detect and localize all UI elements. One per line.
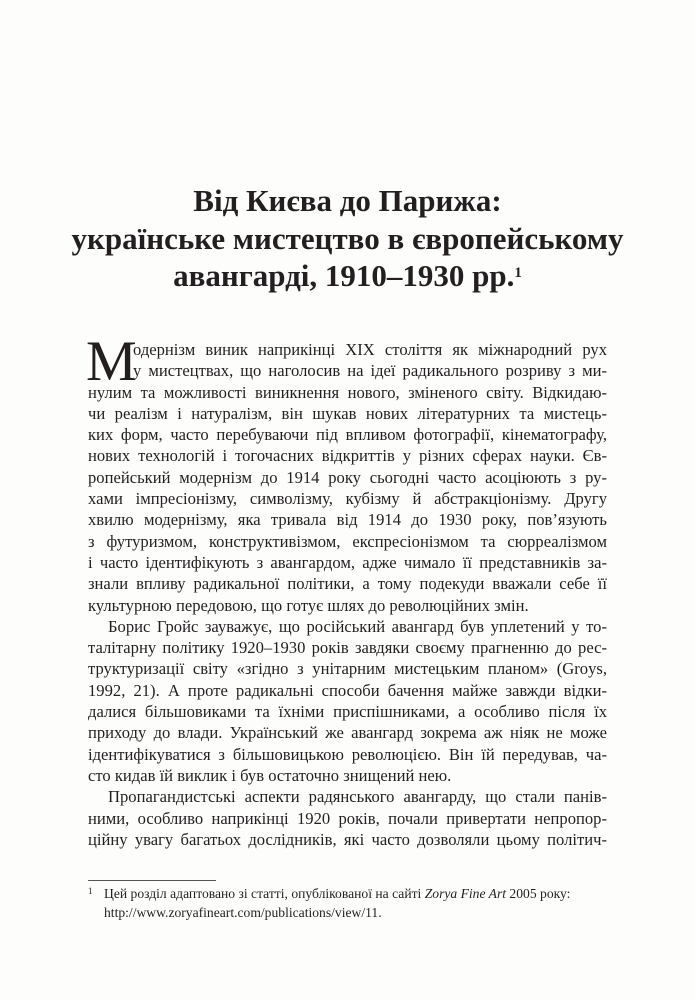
text-line: ких форм, часто перебуваючи під впливом фотографії, кінематографу,: [88, 425, 607, 445]
text-line: чи реалізм і натуралізм, він шукав нових літературних та мистець-: [88, 403, 607, 423]
footnote: [88, 884, 607, 922]
footnote-number: 1: [88, 886, 93, 896]
text-line: хвилю модернізму, яка тривала від 1914 до 1930 року, пов’язують: [88, 510, 607, 530]
text-line: нулим та можливості виникнення нового, зміненого світу. Відкидаю-: [88, 382, 607, 402]
text-line: сто кидав їй виклик і був остаточно знищений нею.: [88, 765, 452, 785]
chapter-title: [0, 182, 695, 295]
title-line: Від Києва до Парижа:: [193, 183, 502, 218]
footnote-line: Цей розділ адаптовано зі статті, опублікованої на сайті Zorya Fine Art 2005 року:: [104, 886, 571, 901]
text-line: ними, особливо наприкінці 1920 років, почали привертати непропор-: [88, 808, 607, 828]
text-line: ідентифікуватися з більшовицькою революцією. Він їй передував, ча-: [88, 744, 607, 764]
footnote-ref[interactable]: 1: [514, 265, 522, 281]
text-line: культурною передовою, що готує шлях до революційних змін.: [88, 595, 529, 615]
text-line: ційну увагу багатьох дослідників, які часто дозволяли цьому політич-: [88, 829, 607, 849]
text-line: приходу до влади. Український же авангард зокрема аж ніяк не може: [88, 723, 607, 743]
drop-cap: М: [86, 330, 137, 393]
text-line: 1992, 21). А проте радикальні способи бачення майже завжди відки-: [88, 680, 607, 700]
footnote-url[interactable]: http://www.zoryafineart.com/publications/view/11.: [104, 905, 382, 920]
text-line: нових технологій і тогочасних відкриттів у різних сферах науки. Єв-: [88, 446, 607, 466]
title-line: авангарді, 1910–1930 рр.$^1$: [173, 258, 522, 293]
body-text: [86, 330, 607, 850]
text-line: з футуризмом, конструктивізмом, експресіонізмом та сюрреалізмом: [88, 531, 607, 551]
text-line: Борис Гройс зауважує, що російський авангард був уплетений у то-: [108, 616, 607, 636]
text-line: одернізм виник наприкінці XIX століття як міжнародний рух: [133, 340, 607, 359]
text-line: знали впливу радикальної політики, а тому подекуди вважали себе її: [88, 574, 607, 594]
footnote-divider: [88, 880, 216, 881]
text-line: хами імпресіонізму, символізму, кубізму й абстракціонізму. Другу: [88, 489, 607, 509]
text-line: далися більшовиками та їхніми приспішниками, а особливо після їх: [88, 702, 607, 722]
text-line: у мистецтвах, що наголосив на ідеї радикального розриву з ми-: [133, 361, 607, 381]
text-line: Пропагандистські аспекти радянського авангарду, що стали панів-: [108, 787, 607, 807]
text-line: і часто ідентифікують з авангардом, адже чимало її представників за-: [88, 552, 607, 572]
title-line: українське мистецтво в європейському: [71, 220, 624, 256]
text-line: труктуризації світу «згідно з унітарним мистецьким планом» (Groys,: [88, 659, 607, 679]
text-line: талітарну політику 1920–1930 років завдяки своєму прагненню до рес-: [88, 638, 607, 658]
text-line: ропейський модернізм до 1914 року сьогодні часто асоціюють з ру-: [88, 467, 607, 487]
